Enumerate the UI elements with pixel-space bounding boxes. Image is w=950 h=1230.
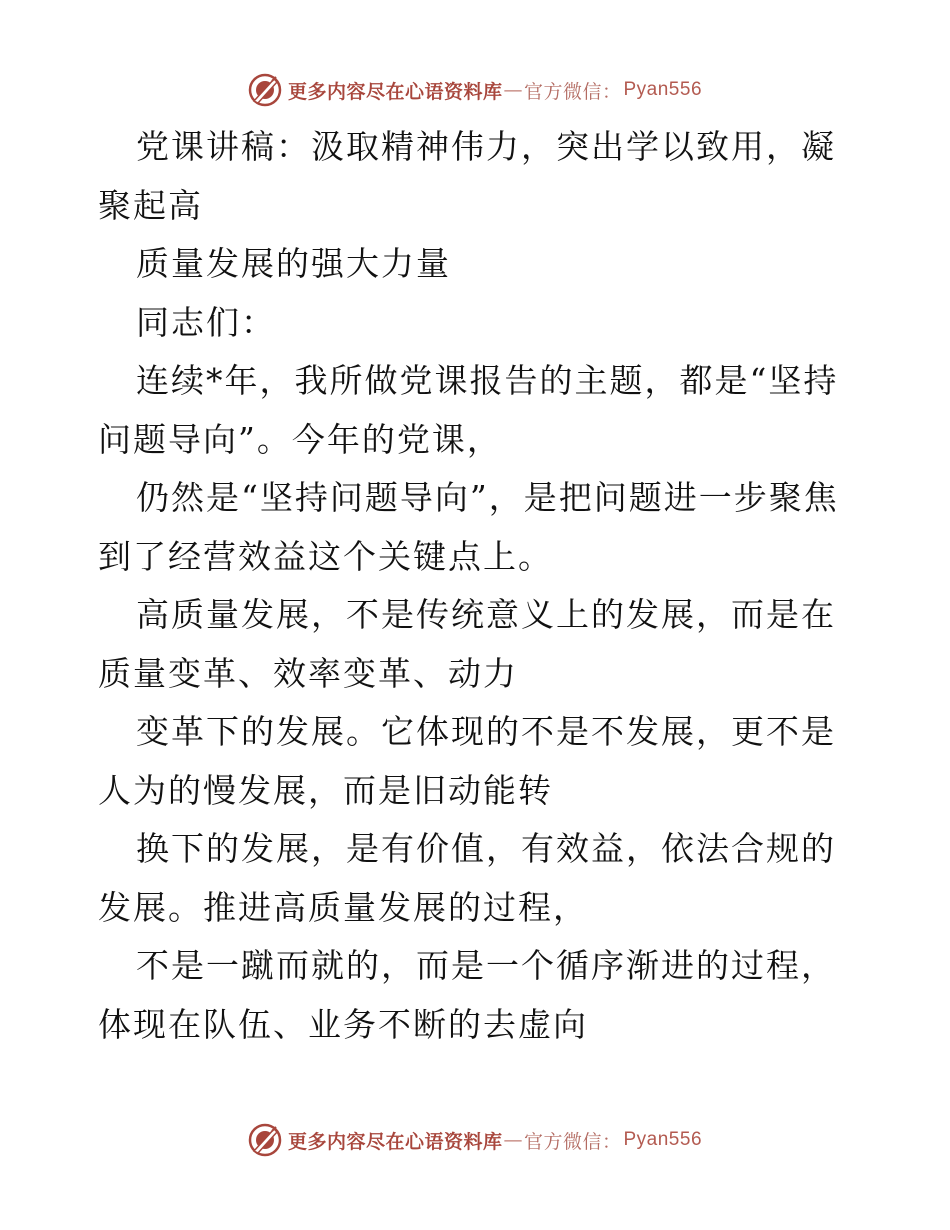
paragraph: 变革下的发展。它体现的不是不发展，更不是人为的慢发展，而是旧动能转 <box>98 712 836 810</box>
paragraph: 仍然是“坚持问题导向”，是把问题进一步聚焦到了经营效益这个关键点上。 <box>98 478 839 576</box>
footer-brand-text: 更多内容尽在心语资料库 <box>287 1130 503 1153</box>
footer-dash: — <box>503 1129 523 1151</box>
header-dash: — <box>503 79 523 101</box>
paragraph: 连续*年，我所做党课报告的主题，都是“坚持问题导向”。今年的党课， <box>98 361 839 459</box>
document-body <box>98 118 858 1054</box>
quill-seal-logo-icon <box>248 73 282 107</box>
paragraph: 高质量发展，不是传统意义上的发展，而是在质量变革、效率变革、动力 <box>98 595 836 693</box>
footer-wechat-label: 官方微信： <box>523 1130 622 1153</box>
paragraph-title-line-1: 党课讲稿：汲取精神伟力，突出学以致用，凝聚起高 <box>98 127 836 225</box>
header-wechat-id: Pyan556 <box>623 79 703 100</box>
header-banner <box>0 70 950 110</box>
header-wechat-label: 官方微信： <box>523 80 622 103</box>
quill-seal-logo-icon <box>248 1123 282 1157</box>
paragraph-salutation: 同志们： <box>136 302 276 342</box>
footer-wechat-id: Pyan556 <box>623 1129 703 1150</box>
paragraph: 换下的发展，是有价值，有效益，依法合规的发展。推进高质量发展的过程， <box>98 829 836 927</box>
paragraph: 不是一蹴而就的，而是一个循序渐进的过程，体现在队伍、业务不断的去虚向 <box>98 946 836 1044</box>
header-brand-text: 更多内容尽在心语资料库 <box>287 80 503 103</box>
footer-banner <box>0 1120 950 1160</box>
paragraph-title-line-2: 质量发展的强大力量 <box>136 244 451 283</box>
